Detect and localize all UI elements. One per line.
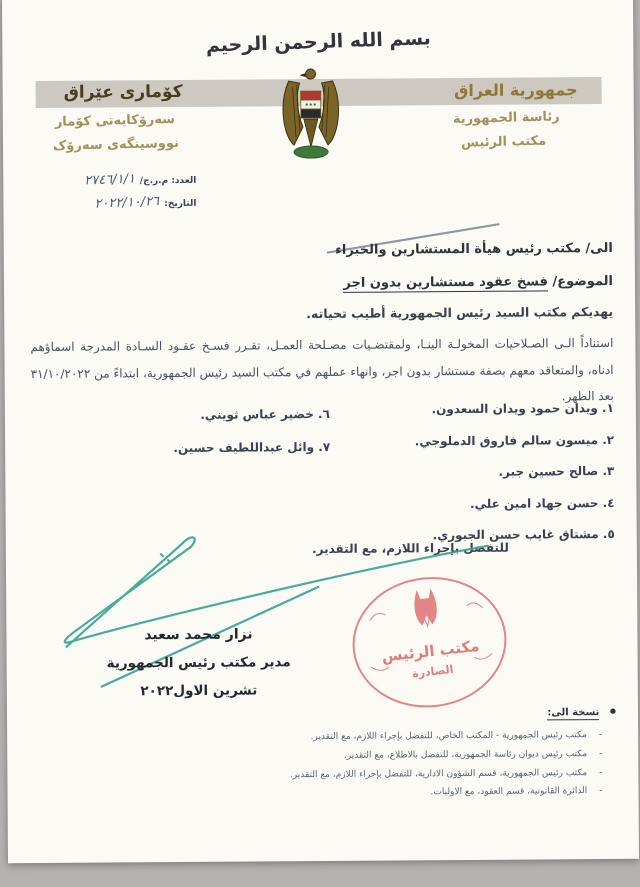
cc-item: - مكتب رئيس الجمهورية - المكتب الخاص، للتفضل بإجراء اللازم، مع التقدير.	[311, 730, 603, 742]
ref-date-label: التاريخ:	[164, 198, 197, 210]
names-list-left-column	[173, 407, 330, 474]
ref-number-handwritten: ١‏/‏١‏/‏٢٧٤٦	[83, 171, 136, 189]
closing-line: للتفضل بإجراء اللازم، مع التقدير.	[311, 540, 509, 557]
president-office-kurdish: نووسینگەی سەرۆک	[52, 135, 180, 154]
greeting-line: يهديكم مكتب السيد رئيس الجمهورية أطيب تحياته.	[306, 303, 614, 322]
cc-item: - مكتب رئيس ديوان رئاسة الجمهورية، للتفضل بالاطلاع، مع التقدير.	[344, 749, 602, 761]
country-name-kurdish: كۆماری عێراق	[63, 81, 183, 103]
cc-section-title	[547, 707, 616, 718]
list-item: ٤. حسن جهاد امين علي.	[469, 495, 615, 511]
official-stamp	[339, 565, 519, 719]
list-item: ٧. وائل عبداللطيف حسين.	[173, 439, 331, 456]
signer-name: نزار محمد سعيد	[144, 626, 253, 644]
list-item: ١. ويدان حمود ويدان السعدون.	[431, 400, 614, 417]
stamp-office-text: مكتب الرئيس	[380, 636, 481, 666]
ref-number-row	[84, 172, 196, 188]
bismillah-calligraphy: بسم الله الرحمن الرحيم	[205, 27, 431, 57]
cc-title-text: نسخة الى:	[547, 707, 600, 719]
list-item: ٥. مشتاق غايب حسن الجبوري.	[432, 526, 615, 543]
list-item: ٢. ميسون سالم فاروق الدملوجي.	[414, 432, 615, 448]
subject-value: فسخ عقود مستشارين بدون اجر	[343, 274, 548, 291]
signature-date: تشرين الاول٢٠٢٢	[140, 682, 258, 700]
country-name-arabic: جمهورية العراق	[453, 80, 578, 101]
list-item: ٣. صالح حسين جبر.	[498, 463, 615, 479]
cc-item: - الدائرة القانونية، قسم العقود، مع الاوليات.	[431, 786, 603, 797]
ref-date-row	[95, 195, 197, 211]
list-item: ٦. خضير عباس ثويني.	[200, 406, 330, 422]
presidency-arabic: رئاسة الجمهورية	[452, 109, 561, 127]
subject-label: الموضوع/	[552, 273, 614, 290]
letter-page	[2, 0, 639, 863]
ref-number-label: العدد: م.ر.ج/	[139, 175, 197, 187]
subject-line	[343, 274, 613, 291]
iraq-eagle-emblem-icon	[274, 65, 347, 162]
stamp-outgoing-text: الصادرة	[411, 662, 455, 681]
body-paragraph: استناداً الـى الصـلاحيات المخولـة الينـا، ولمقتضـيات مصـلحة العمـل، تقـرر فسـخ عقـود السـادة المدرجة اسماؤهم ادناه، والمتعاقد معهم بصفة مستشار بدون اجر، وانهاء عملهم في مكتب السيد رئيس الجمهورية، ابتداءً من ٣١/١٠/٢٠٢٢ بعد الظهر.	[30, 335, 614, 404]
signer-title: مدير مكتب رئيس الجمهورية	[106, 654, 291, 672]
addressee-line: الى/ مكتب رئيس هيأة المستشارين والخبراء	[335, 240, 613, 258]
presidency-kurdish: سەرۆکایەتی کۆمار	[54, 111, 176, 130]
president-office-arabic: مكتب الرئيس	[460, 133, 547, 151]
ref-date-handwritten: ٢٦‏/‏١٠‏/‏٢٠٢٢	[94, 193, 160, 212]
cc-item: - مكتب رئيس الجمهورية، قسم الشؤون الادارية، للتفضل بإجراء اللازم، مع التقدير.	[290, 768, 603, 780]
